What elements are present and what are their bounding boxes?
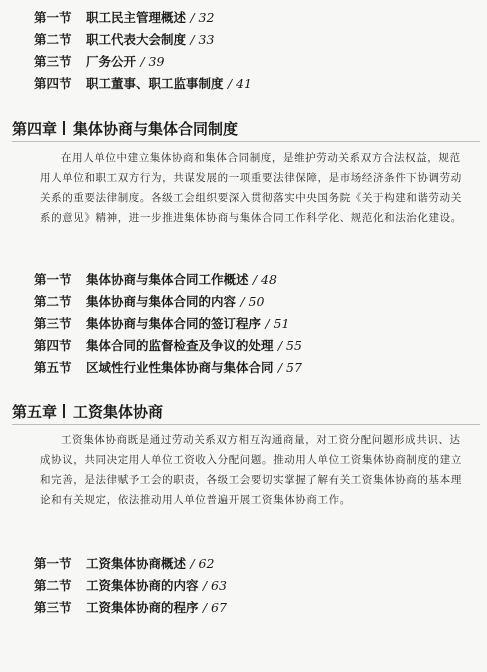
section-title: 工资集体协商概述	[86, 556, 187, 571]
page-number: / 50	[240, 294, 265, 309]
toc-entry[interactable]	[34, 76, 252, 92]
section-number: 第二节	[34, 578, 72, 593]
section-title: 工资集体协商的程序	[86, 600, 199, 615]
section-title: 职工民主管理概述	[86, 10, 187, 25]
page-number: / 41	[227, 76, 252, 91]
chapter-intro: 工资集体协商既是通过劳动关系双方相互沟通商量，对工资分配问题形成共识、达成协议，共同决定用人单位工资收入分配问题。推动用人单位工资集体协商制度的建立和完善，是法律赋予工会的职责，各级工会要切实掌握了解有关工资集体协商的基本理论和有关规定，依法推动用人单位普遍开展工资集体协商工作。	[40, 434, 462, 506]
chapter-divider	[63, 121, 65, 135]
page-number: / 33	[190, 32, 215, 47]
section-title: 集体协商与集体合同的签订程序	[86, 316, 262, 331]
chapter-number: 第五章	[12, 403, 58, 421]
toc-entry[interactable]	[34, 32, 214, 48]
section-number: 第四节	[34, 76, 72, 91]
toc-entry[interactable]	[34, 600, 227, 616]
section-number: 第一节	[34, 272, 72, 287]
section-title: 厂务公开	[86, 54, 137, 69]
section-number: 第一节	[34, 10, 72, 25]
section-number: 第一节	[34, 556, 72, 571]
page-number: / 67	[202, 600, 227, 615]
section-number: 第三节	[34, 316, 72, 331]
section-title: 集体协商与集体合同工作概述	[86, 272, 249, 287]
page-number: / 51	[265, 316, 290, 331]
section-number: 第二节	[34, 32, 72, 47]
page-number: / 48	[252, 272, 277, 287]
page-number: / 39	[140, 54, 165, 69]
toc-entry[interactable]	[34, 10, 214, 26]
section-title: 职工代表大会制度	[86, 32, 187, 47]
section-number: 第三节	[34, 54, 72, 69]
section-title: 集体合同的监督检查及争议的处理	[86, 338, 274, 353]
toc-entry[interactable]	[34, 578, 227, 594]
toc-entry[interactable]	[34, 316, 289, 332]
page-number: / 62	[190, 556, 215, 571]
section-title: 工资集体协商的内容	[86, 578, 199, 593]
chapter-heading[interactable]	[12, 119, 480, 139]
chapter-divider	[63, 404, 65, 418]
toc-entry[interactable]	[34, 272, 277, 288]
page-number: / 57	[277, 360, 302, 375]
section-title: 集体协商与集体合同的内容	[86, 294, 237, 309]
section-title: 区域性行业性集体协商与集体合同	[86, 360, 274, 375]
chapter-intro: 在用人单位中建立集体协商和集体合同制度，是维护劳动关系双方合法权益，规范用人单位和职工双方行为，共谋发展的一项重要法律保障，是市场经济条件下协调劳动关系的重要法律制度。各级工会组织要深入贯彻落实中央国务院《关于构建和谐劳动关系的意见》精神，进一步推进集体协商与集体合同工作科学化、规范化和法治化建设。	[40, 152, 462, 224]
section-number: 第二节	[34, 294, 72, 309]
toc-entry[interactable]	[34, 294, 264, 310]
toc-entry[interactable]	[34, 54, 164, 70]
section-number: 第五节	[34, 360, 72, 375]
page-number: / 55	[277, 338, 302, 353]
toc-entry[interactable]	[34, 556, 214, 572]
toc-entry[interactable]	[34, 360, 302, 376]
section-title: 职工董事、职工监事制度	[86, 76, 224, 91]
section-number: 第四节	[34, 338, 72, 353]
toc-entry[interactable]	[34, 338, 302, 354]
page-number: / 63	[202, 578, 227, 593]
section-number: 第三节	[34, 600, 72, 615]
chapter-title: 集体协商与集体合同制度	[73, 120, 239, 138]
page-number: / 32	[190, 10, 215, 25]
chapter-heading[interactable]	[12, 402, 480, 422]
chapter-rule	[12, 424, 480, 425]
chapter-number: 第四章	[12, 120, 58, 138]
chapter-rule	[12, 141, 480, 142]
chapter-title: 工资集体协商	[73, 403, 164, 421]
